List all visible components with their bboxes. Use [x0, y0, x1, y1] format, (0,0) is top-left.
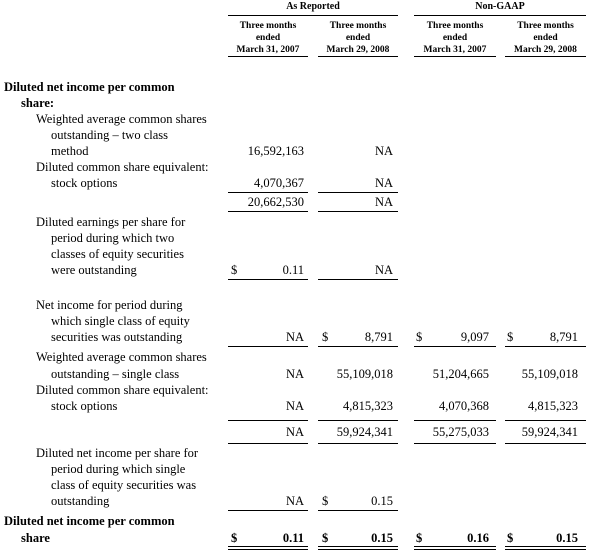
total-rule-1-c2 — [318, 211, 398, 212]
grand-total-double-rule-c1 — [228, 546, 308, 550]
cell-ni-single-c1: NA — [285, 330, 304, 344]
total-rule-2-c1 — [228, 443, 308, 444]
row-label-eps-two-2: period during which two — [51, 231, 175, 245]
cell-ni-single-c3: 9,097 — [460, 330, 489, 344]
row-label-eps-single-3: class of equity securities was — [51, 478, 197, 492]
grand-total-double-rule-c4 — [505, 546, 586, 550]
group-header-as-reported: As Reported — [286, 1, 340, 12]
cell-eps-two-c2: NA — [374, 263, 393, 277]
subtotal-rule-1-c1 — [228, 192, 308, 193]
section-heading-line1: Diluted net income per common — [4, 80, 175, 94]
row-label-equiv1-2: stock options — [51, 176, 118, 190]
cell-final-c4: 0.15 — [556, 531, 578, 545]
row-label-wavg-two-3: method — [51, 144, 89, 158]
cell-eps-single-c1: NA — [285, 494, 304, 508]
eps-single-rule-c1 — [228, 510, 308, 511]
cell-total2-c3: 55,275,033 — [432, 425, 489, 439]
eps-two-rule-c1 — [228, 279, 308, 280]
row-label-wavg-single-1: Weighted average common shares — [36, 350, 207, 364]
section-heading-line2: share: — [21, 96, 55, 110]
group-rule-as-reported — [228, 15, 398, 16]
dollar-sign: $ — [322, 494, 329, 508]
cell-total2-c2: 59,924,341 — [336, 425, 393, 439]
dollar-sign: $ — [231, 531, 238, 545]
cell-total1-c1: 20,662,530 — [247, 195, 304, 209]
cell-equiv1-c2: NA — [374, 176, 393, 190]
eps-single-rule-c2 — [318, 510, 398, 511]
cell-ni-single-c2: 8,791 — [364, 330, 393, 344]
row-label-ni-single-3: securities was outstanding — [51, 330, 183, 344]
cell-equiv2-c4: 4,815,323 — [528, 399, 578, 413]
cell-wavg-single-c4: 55,109,018 — [521, 367, 578, 381]
cell-final-c2: 0.15 — [371, 531, 393, 545]
cell-equiv1-c1: 4,070,367 — [254, 176, 304, 190]
row-label-eps-single-2: period during which single — [51, 462, 186, 476]
cell-equiv2-c2: 4,815,323 — [343, 399, 393, 413]
dollar-sign: $ — [416, 531, 423, 545]
row-label-ni-single-2: which single class of equity — [51, 314, 190, 328]
row-label-eps-two-4: were outstanding — [51, 263, 137, 277]
final-heading-line2: share — [21, 531, 50, 545]
subtotal-rule-1-c2 — [318, 192, 398, 193]
row-label-ni-single-1: Net income for period during — [36, 298, 183, 312]
final-heading-line1: Diluted net income per common — [4, 514, 175, 528]
dollar-sign: $ — [416, 330, 423, 344]
cell-ni-single-c4: 8,791 — [549, 330, 578, 344]
subtotal-rule-2-c4 — [505, 420, 586, 421]
dollar-sign: $ — [507, 330, 514, 344]
dollar-sign: $ — [322, 330, 329, 344]
cell-equiv2-c1: NA — [285, 399, 304, 413]
total-rule-2-c3 — [414, 443, 496, 444]
ni-single-rule-c3 — [414, 346, 496, 347]
cell-wavg-two-c2: NA — [374, 144, 393, 158]
dollar-sign: $ — [322, 531, 329, 545]
ni-single-rule-c4 — [505, 346, 586, 347]
total-rule-2-c2 — [318, 443, 398, 444]
cell-total2-c4: 59,924,341 — [521, 425, 578, 439]
cell-wavg-single-c2: 55,109,018 — [336, 367, 393, 381]
cell-eps-single-c2: 0.15 — [371, 494, 393, 508]
row-label-wavg-single-2: outstanding – single class — [51, 367, 180, 381]
grand-total-double-rule-c3 — [414, 546, 496, 550]
subtotal-rule-2-c2 — [318, 420, 398, 421]
eps-two-rule-c2 — [318, 279, 398, 280]
ni-single-rule-c2 — [318, 346, 398, 347]
cell-final-c1: 0.11 — [282, 531, 304, 545]
cell-final-c3: 0.16 — [467, 531, 489, 545]
cell-wavg-single-c3: 51,204,665 — [432, 367, 489, 381]
grand-total-double-rule-c2 — [318, 546, 398, 550]
column-rule-3 — [414, 56, 496, 57]
subtotal-rule-2-c3 — [414, 420, 496, 421]
group-header-non-gaap: Non-GAAP — [475, 1, 525, 12]
row-label-eps-single-4: outstanding — [51, 494, 110, 508]
total-rule-1-c1 — [228, 211, 308, 212]
row-label-equiv2-2: stock options — [51, 399, 118, 413]
cell-eps-two-c1: 0.11 — [282, 263, 304, 277]
cell-total2-c1: NA — [285, 425, 304, 439]
column-header-4: Three months ended March 29, 2008 — [514, 21, 577, 55]
cell-wavg-two-c1: 16,592,163 — [247, 144, 304, 158]
cell-equiv2-c3: 4,070,368 — [439, 399, 489, 413]
group-rule-non-gaap — [414, 15, 586, 16]
column-header-3: Three months ended March 31, 2007 — [423, 21, 487, 55]
row-label-equiv1-1: Diluted common share equivalent: — [36, 160, 209, 174]
cell-wavg-single-c1: NA — [285, 367, 304, 381]
total-rule-2-c4 — [505, 443, 586, 444]
dollar-sign: $ — [231, 263, 238, 277]
cell-total1-c2: NA — [374, 195, 393, 209]
column-rule-1 — [228, 56, 308, 57]
row-label-wavg-two-1: Weighted average common shares — [36, 112, 207, 126]
row-label-equiv2-1: Diluted common share equivalent: — [36, 383, 209, 397]
column-header-2: Three months ended March 29, 2008 — [326, 21, 390, 55]
column-header-1: Three months ended March 31, 2007 — [236, 21, 300, 55]
row-label-wavg-two-2: outstanding – two class — [51, 128, 169, 142]
ni-single-rule-c1 — [228, 346, 308, 347]
row-label-eps-two-1: Diluted earnings per share for — [36, 215, 186, 229]
dollar-sign: $ — [507, 531, 514, 545]
row-label-eps-single-1: Diluted net income per share for — [36, 446, 199, 460]
column-rule-4 — [505, 56, 586, 57]
subtotal-rule-2-c1 — [228, 420, 308, 421]
row-label-eps-two-3: classes of equity securities — [51, 247, 184, 261]
column-rule-2 — [318, 56, 398, 57]
